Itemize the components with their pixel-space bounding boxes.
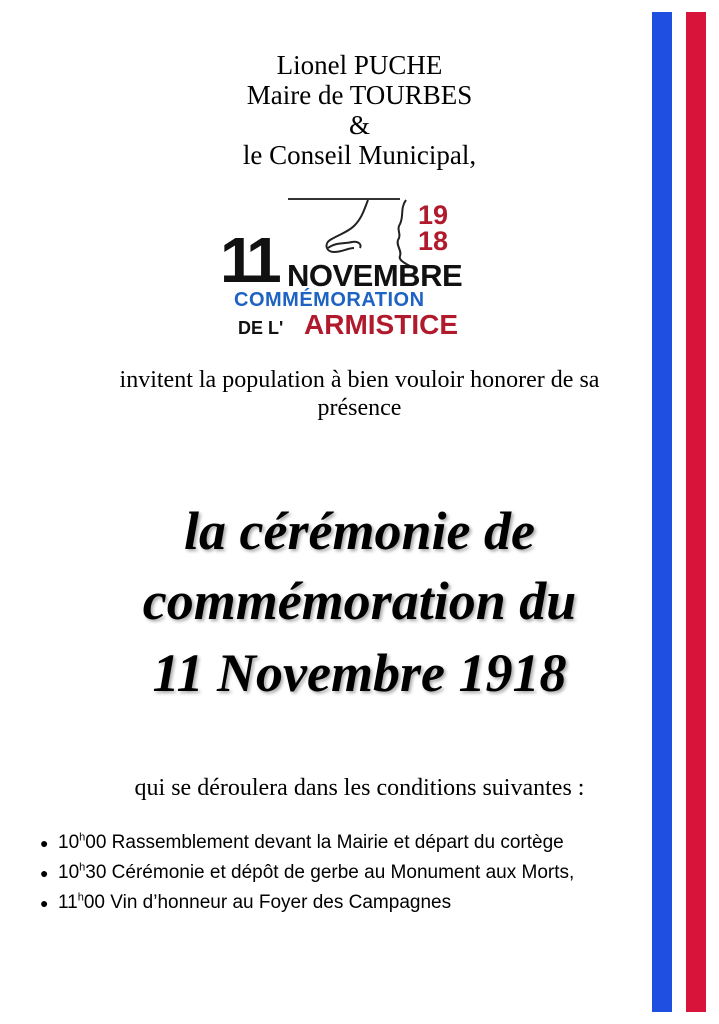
item-hour-suffix: h bbox=[79, 861, 86, 874]
item-minute: 00 bbox=[83, 892, 105, 913]
invite-line-2: présence bbox=[317, 395, 402, 421]
bullet-icon: ● bbox=[40, 835, 49, 851]
item-minute: 00 bbox=[85, 832, 107, 853]
armistice-logo bbox=[220, 198, 470, 348]
list-item bbox=[40, 888, 574, 918]
item-hour: 10 bbox=[58, 862, 80, 883]
conditions-intro: qui se déroulera dans les conditions suivantes : bbox=[134, 775, 585, 801]
item-hour-suffix: h bbox=[79, 831, 86, 844]
title-line-2: commémoration du bbox=[142, 571, 577, 631]
list-item bbox=[40, 828, 574, 858]
ampersand: & bbox=[348, 110, 370, 140]
schedule-list bbox=[40, 828, 574, 918]
logo-de-l: DE L' bbox=[238, 318, 284, 338]
item-text: Cérémonie et dépôt de gerbe au Monument aux Morts, bbox=[106, 862, 575, 883]
item-hour: 11 bbox=[58, 892, 78, 913]
year-18: 18 bbox=[418, 226, 449, 256]
title-line-3: 11 Novembre 1918 bbox=[152, 643, 567, 703]
bullet-icon: ● bbox=[40, 895, 49, 911]
title-line-1: la cérémonie de bbox=[184, 501, 535, 561]
logo-commemoration: COMMÉMORATION bbox=[234, 289, 425, 311]
item-hour-suffix: h bbox=[77, 891, 84, 904]
sender-block bbox=[0, 50, 719, 170]
item-hour: 10 bbox=[58, 832, 80, 853]
invite-line-1: invitent la population à bien vouloir honorer de sa bbox=[119, 367, 600, 393]
logo-day: 11 bbox=[220, 224, 276, 296]
list-item bbox=[40, 858, 574, 888]
year-19: 19 bbox=[418, 200, 449, 230]
bullet-icon: ● bbox=[40, 865, 49, 881]
item-text: Rassemblement devant la Mairie et départ du cortège bbox=[106, 832, 564, 853]
logo-armistice: ARMISTICE bbox=[304, 309, 458, 340]
mayor-name: Lionel PUCHE bbox=[276, 50, 443, 80]
mayor-title: Maire de TOURBES bbox=[246, 80, 473, 110]
council-name: le Conseil Municipal, bbox=[242, 140, 477, 170]
logo-month: NOVEMBRE bbox=[287, 258, 463, 293]
item-text: Vin d’honneur au Foyer des Campagnes bbox=[105, 892, 452, 913]
item-minute: 30 bbox=[85, 862, 107, 883]
